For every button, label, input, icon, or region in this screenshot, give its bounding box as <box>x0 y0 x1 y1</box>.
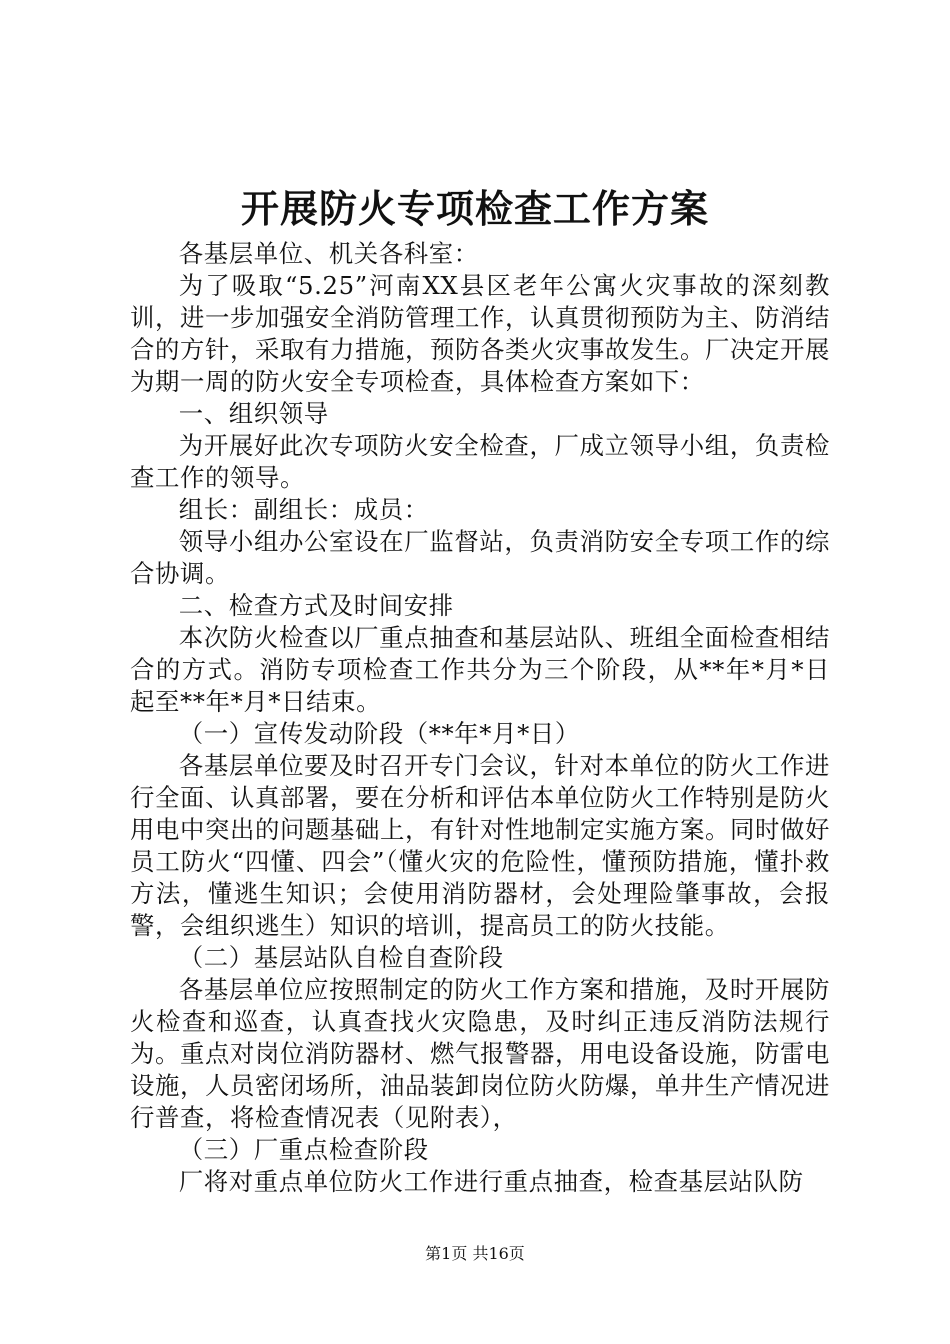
intro-paragraph: 为了吸取“5.25”河南XX县区老年公寓火灾事故的深刻教训，进一步加强安全消防管理工作，认真贯彻预防为主、防消结合的方针，采取有力措施，预防各类火灾事故发生。厂决定开展为期一周的防火安全专项检查，具体检查方案如下： <box>130 271 830 396</box>
paragraph-leadership-group: 为开展好此次专项防火安全检查，厂成立领导小组，负责检查工作的领导。 <box>130 431 830 492</box>
paragraph-key-check: 厂将对重点单位防火工作进行重点抽查，检查基层站队防 <box>178 1167 804 1196</box>
subheading-key-check-stage: （三）厂重点检查阶段 <box>178 1135 429 1164</box>
paragraph-office: 领导小组办公室设在厂监督站，负责消防安全专项工作的综合协调。 <box>130 527 830 588</box>
subheading-publicity-stage: （一）宣传发动阶段（**年*月*日） <box>178 719 580 748</box>
subheading-self-check-stage: （二）基层站队自检自查阶段 <box>178 943 504 972</box>
section-heading-method-schedule: 二、检查方式及时间安排 <box>178 591 454 620</box>
paragraph-self-check: 各基层单位应按照制定的防火工作方案和措施，及时开展防火检查和巡查，认真查找火灾隐患，及时纠正违反消防法规行为。重点对岗位消防器材、燃气报警器，用电设备设施，防雷电设施，人员密闭场所，油品装卸岗位防火防爆，单井生产情况进行普查，将检查情况表（见附表）， <box>130 975 830 1132</box>
paragraph-method: 本次防火检查以厂重点抽查和基层站队、班组全面检查相结合的方式。消防专项检查工作共分为三个阶段，从**年*月*日起至**年*月*日结束。 <box>130 623 830 716</box>
page-number-footer: 第1页 共16页 <box>425 1244 525 1263</box>
document-title: 开展防火专项检查工作方案 <box>240 186 709 231</box>
paragraph-publicity: 各基层单位要及时召开专门会议，针对本单位的防火工作进行全面、认真部署，要在分析和评估本单位防火工作特别是防火用电中突出的问题基础上，有针对性地制定实施方案。同时做好员工防火“四懂、四会”（懂火灾的危险性，懂预防措施，懂扑救方法，懂逃生知识；会使用消防器材，会处理险肇事故，会报警，会组织逃生）知识的培训，提高员工的防火技能。 <box>130 751 830 940</box>
document-body <box>130 238 830 1198</box>
salutation: 各基层单位、机关各科室： <box>178 239 479 268</box>
paragraph-members: 组长：副组长：成员： <box>178 495 429 524</box>
section-heading-organization: 一、组织领导 <box>178 399 329 428</box>
